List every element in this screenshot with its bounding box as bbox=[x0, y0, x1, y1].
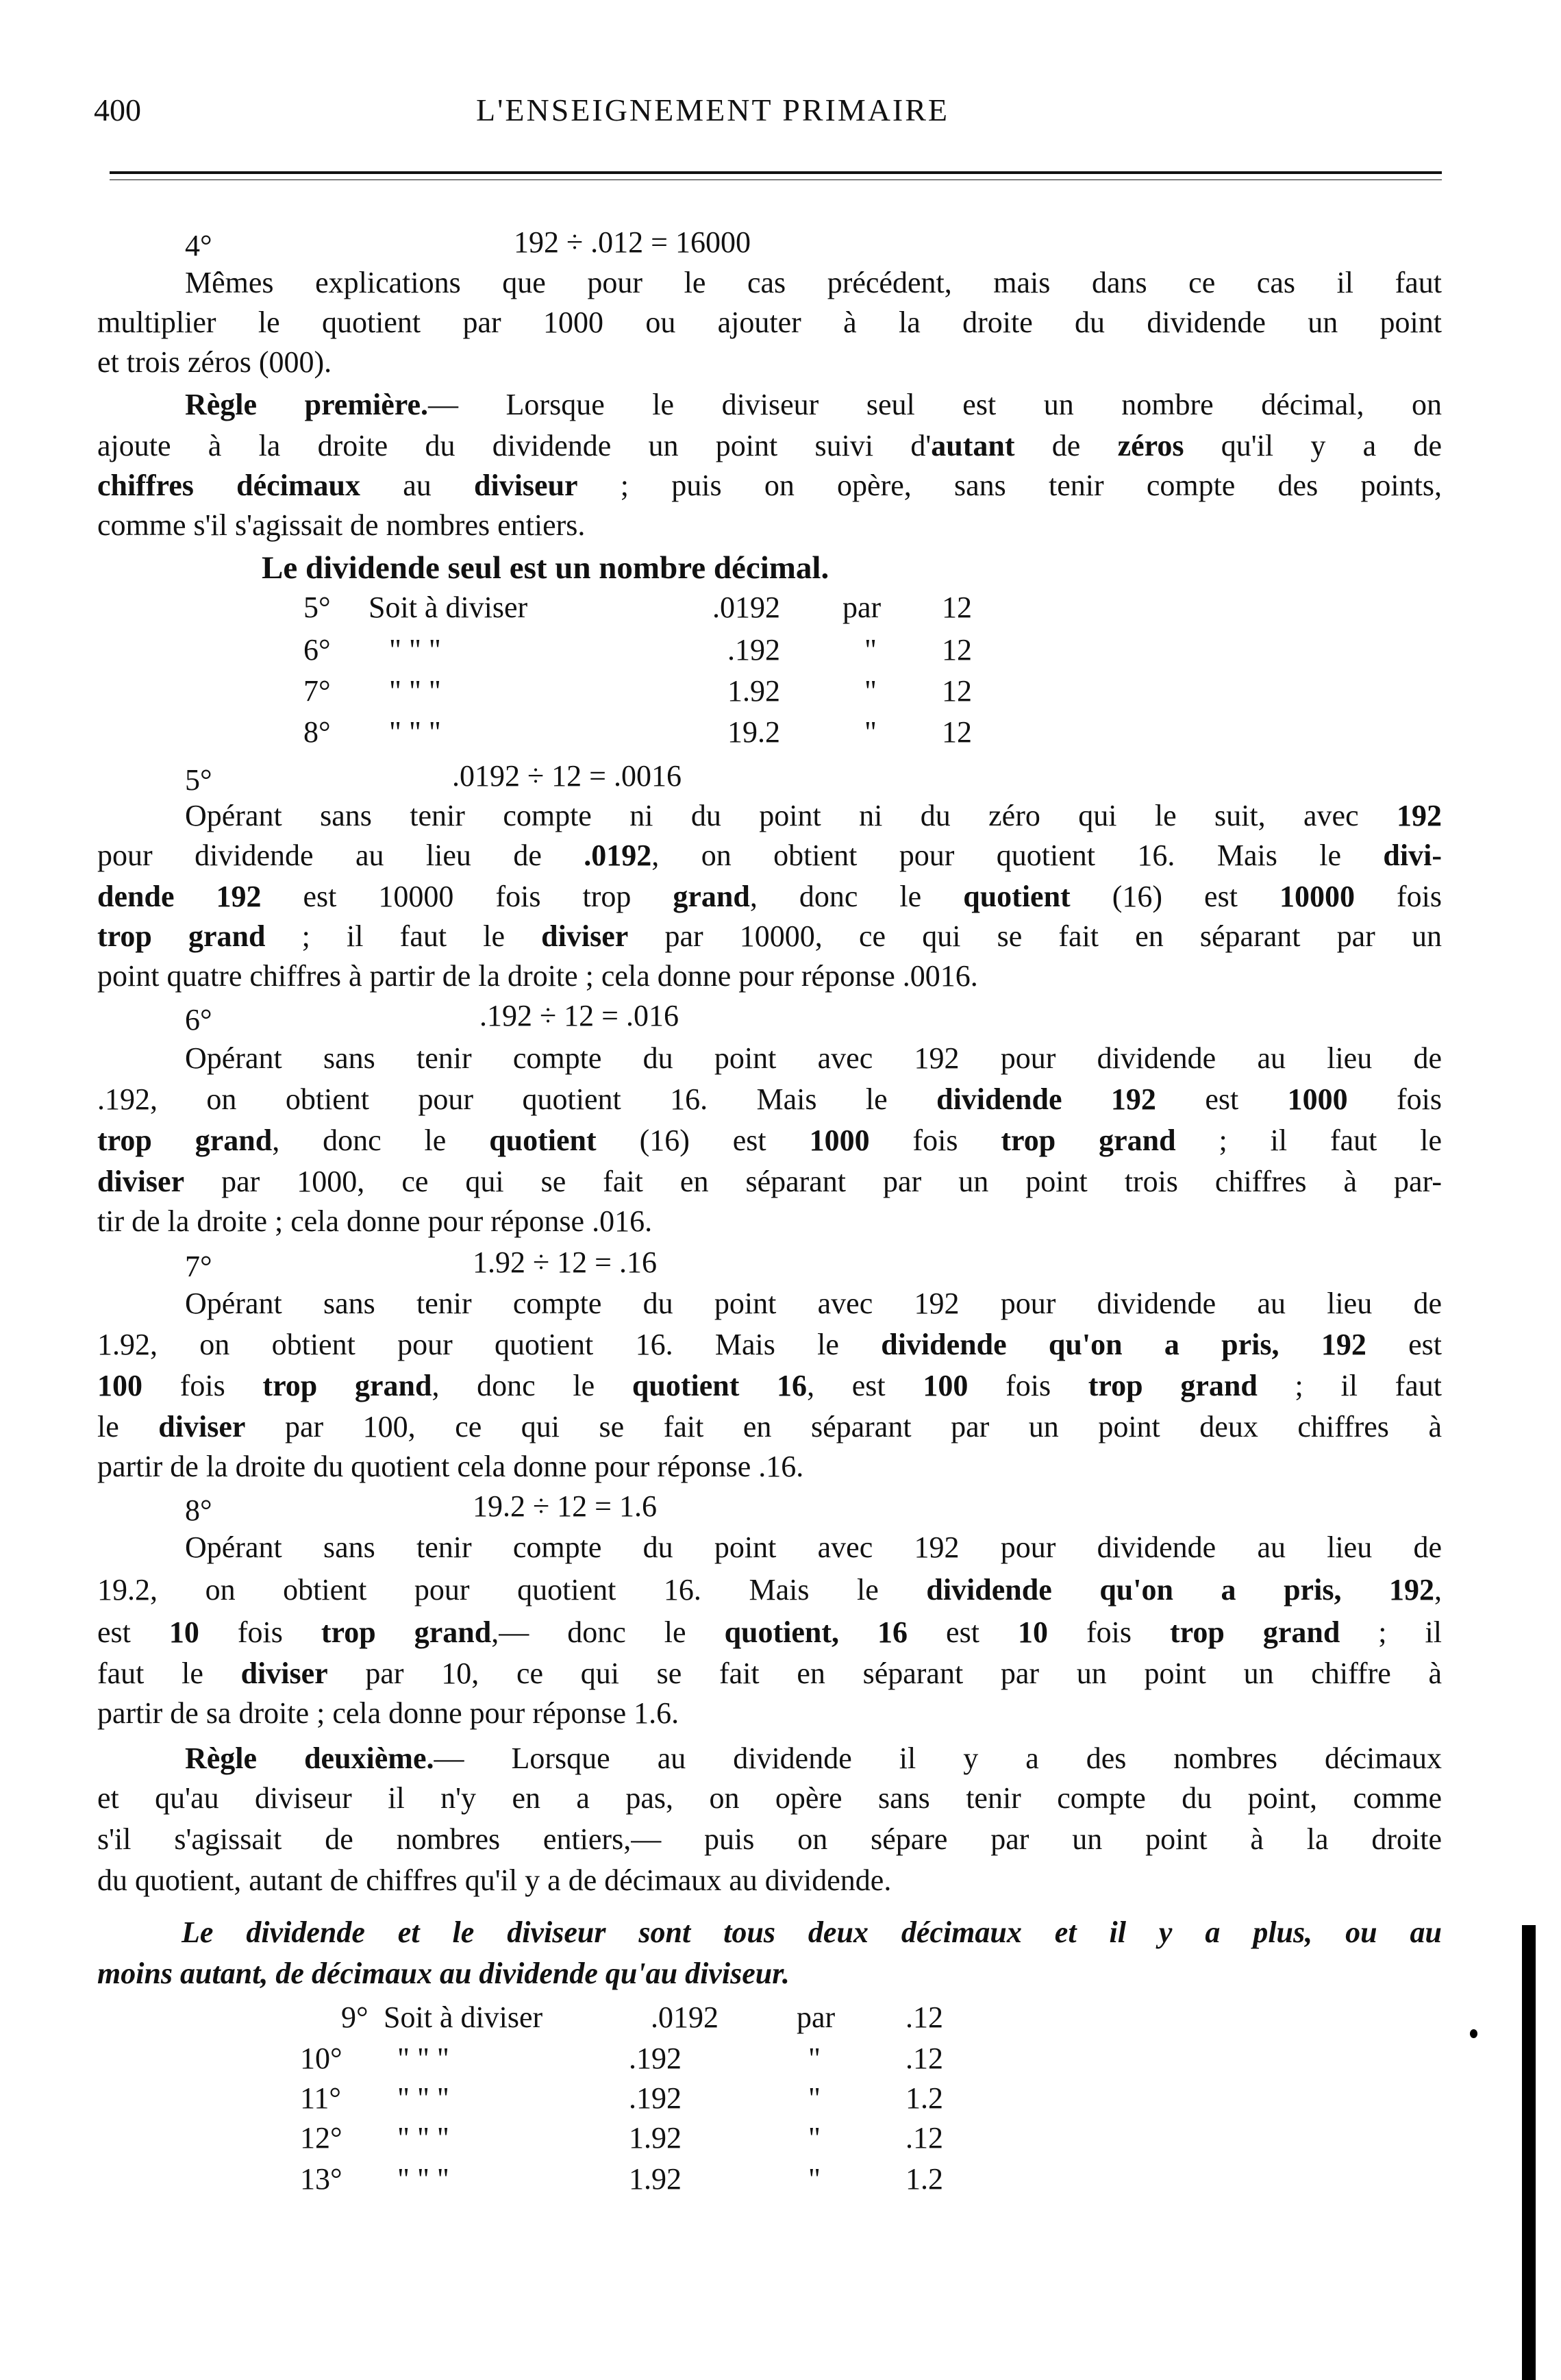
row-par: par bbox=[797, 2000, 836, 2034]
row-divisor: 12 bbox=[942, 591, 972, 624]
rule-line: et qu'au diviseur il n'y en a pas, on opère sans tenir compte du point, comme bbox=[97, 1781, 1442, 1815]
paragraph-line: Mêmes explications que pour le cas précédent, mais dans ce cas il faut bbox=[185, 266, 1442, 299]
paragraph-line: Opérant sans tenir compte du point avec 192 pour dividende au lieu de bbox=[185, 1530, 1442, 1564]
row-dividend: .192 bbox=[629, 2081, 682, 2115]
row-dividend: 1.92 bbox=[727, 674, 780, 708]
paragraph-line: 1.92, on obtient pour quotient 16. Mais le dividende qu'on a pris, 192 est bbox=[97, 1328, 1443, 1361]
paragraph-line: dende 192 est 10000 fois trop grand, donc le quotient (16) est 10000 fois bbox=[97, 880, 1442, 913]
row-number: 8° bbox=[303, 715, 331, 749]
row-divisor: .12 bbox=[906, 2042, 943, 2075]
row-dividend: 1.92 bbox=[629, 2162, 682, 2196]
rule-line: comme s'il s'agissait de nombres entiers. bbox=[97, 508, 586, 542]
paragraph-line: 19.2, on obtient pour quotient 16. Mais le dividende qu'on a pris, 192, bbox=[97, 1573, 1443, 1607]
row-label: " " " bbox=[389, 715, 441, 749]
paragraph-line: diviser par 1000, ce qui se fait en séparant par un point trois chiffres à par- bbox=[97, 1165, 1442, 1198]
rule-line: s'il s'agissait de nombres entiers,— puis on sépare par un point à la droite bbox=[97, 1822, 1442, 1856]
paragraph-line: 100 fois trop grand, donc le quotient 16, est 100 fois trop grand ; il faut bbox=[97, 1369, 1443, 1402]
row-par: par bbox=[842, 591, 882, 624]
row-number: 5° bbox=[303, 591, 331, 624]
row-number: 11° bbox=[300, 2081, 341, 2115]
paragraph-line: partir de la droite du quotient cela donne pour réponse .16. bbox=[97, 1450, 804, 1483]
row-label: Soit à diviser bbox=[369, 591, 528, 624]
row-number: 12° bbox=[300, 2121, 342, 2155]
paragraph-line: Opérant sans tenir compte du point avec 192 pour dividende au lieu de bbox=[185, 1041, 1442, 1075]
row-divisor: 1.2 bbox=[906, 2162, 943, 2196]
example-equation: 192 ÷ .012 = 16000 bbox=[514, 225, 751, 259]
paragraph-line: trop grand ; il faut le diviser par 10000, ce qui se fait en séparant par un bbox=[97, 919, 1442, 953]
row-divisor: 12 bbox=[942, 674, 972, 708]
row-divisor: .12 bbox=[906, 2000, 943, 2034]
row-par: " bbox=[864, 633, 877, 667]
paragraph-line: faut le diviser par 10, ce qui se fait en séparant par un point un chiffre à bbox=[97, 1657, 1442, 1690]
rule-line: chiffres décimaux au diviseur ; puis on opère, sans tenir compte des points, bbox=[97, 469, 1443, 502]
rule-title: Règle deuxième. bbox=[185, 1741, 434, 1775]
row-divisor: 12 bbox=[942, 715, 972, 749]
row-divisor: .12 bbox=[906, 2121, 943, 2155]
row-par: " bbox=[808, 2081, 821, 2115]
row-par: " bbox=[864, 674, 877, 708]
section-heading: Le dividende et le diviseur sont tous deux décimaux et il y a plus, ou au bbox=[182, 1916, 1442, 1949]
row-label: " " " bbox=[389, 674, 441, 708]
row-par: " bbox=[864, 715, 877, 749]
row-number: 6° bbox=[303, 633, 331, 667]
row-divisor: 1.2 bbox=[906, 2081, 943, 2115]
section-heading: moins autant, de décimaux au dividende qu'au diviseur. bbox=[97, 1957, 790, 1990]
example-number: 6° bbox=[185, 1003, 212, 1037]
paragraph-line: point quatre chiffres à partir de la droite ; cela donne pour réponse .0016. bbox=[97, 959, 978, 993]
paragraph-line: le diviser par 100, ce qui se fait en séparant par un point deux chiffres à bbox=[97, 1410, 1442, 1443]
example-equation: 1.92 ÷ 12 = .16 bbox=[473, 1245, 657, 1279]
example-equation: .192 ÷ 12 = .016 bbox=[479, 999, 679, 1032]
rule-line: ajoute à la droite du dividende un point suivi d'autant de zéros qu'il y a de bbox=[97, 429, 1442, 462]
row-par: " bbox=[808, 2121, 821, 2155]
paragraph-line: Opérant sans tenir compte du point avec 192 pour dividende au lieu de bbox=[185, 1287, 1442, 1320]
row-number: 9° bbox=[341, 2000, 369, 2034]
rule-title: Règle première. bbox=[185, 388, 429, 421]
paragraph-line: Opérant sans tenir compte ni du point ni du zéro qui le suit, avec 192 bbox=[185, 799, 1442, 832]
row-label: " " " bbox=[389, 633, 441, 667]
paragraph-line: tir de la droite ; cela donne pour réponse .016. bbox=[97, 1204, 653, 1238]
row-label: " " " bbox=[397, 2042, 449, 2075]
rule-line: Règle deuxième.— Lorsque au dividende il y a des nombres décimaux bbox=[185, 1741, 1442, 1775]
page-number: 400 bbox=[94, 92, 141, 127]
scan-edge-bar bbox=[1522, 1925, 1536, 2380]
paragraph-line: et trois zéros (000). bbox=[97, 345, 332, 379]
row-label: " " " bbox=[397, 2121, 449, 2155]
example-number: 7° bbox=[185, 1250, 212, 1283]
row-label: " " " bbox=[397, 2081, 449, 2115]
row-label: Soit à diviser bbox=[384, 2000, 543, 2034]
row-number: 13° bbox=[300, 2162, 342, 2196]
paragraph-line: est 10 fois trop grand,— donc le quotient, 16 est 10 fois trop grand ; il bbox=[97, 1615, 1442, 1649]
row-label: " " " bbox=[397, 2162, 449, 2196]
row-par: " bbox=[808, 2042, 821, 2075]
row-par: " bbox=[808, 2162, 821, 2196]
row-dividend: 1.92 bbox=[629, 2121, 682, 2155]
row-dividend: .0192 bbox=[651, 2000, 719, 2034]
row-dividend: 19.2 bbox=[727, 715, 780, 749]
paragraph-line: multiplier le quotient par 1000 ou ajouter à la droite du dividende un point bbox=[97, 306, 1442, 339]
row-dividend: .0192 bbox=[712, 591, 780, 624]
row-divisor: 12 bbox=[942, 633, 972, 667]
row-number: 10° bbox=[300, 2042, 342, 2075]
row-dividend: .192 bbox=[727, 633, 780, 667]
example-number: 4° bbox=[185, 229, 212, 262]
row-number: 7° bbox=[303, 674, 331, 708]
running-title: L'ENSEIGNEMENT PRIMAIRE bbox=[476, 92, 950, 127]
rule-line: du quotient, autant de chiffres qu'il y a de décimaux au dividende. bbox=[97, 1863, 892, 1897]
paragraph-line: pour dividende au lieu de .0192, on obtient pour quotient 16. Mais le divi- bbox=[97, 839, 1442, 872]
rule-line: Règle première.— Lorsque le diviseur seul est un nombre décimal, on bbox=[185, 388, 1442, 421]
paragraph-line: .192, on obtient pour quotient 16. Mais le dividende 192 est 1000 fois bbox=[97, 1082, 1443, 1116]
example-number: 5° bbox=[185, 763, 212, 797]
paragraph-line: trop grand, donc le quotient (16) est 1000 fois trop grand ; il faut le bbox=[97, 1124, 1443, 1157]
example-number: 8° bbox=[185, 1493, 212, 1527]
header-rule bbox=[110, 171, 1442, 174]
example-equation: .0192 ÷ 12 = .0016 bbox=[452, 759, 682, 793]
example-equation: 19.2 ÷ 12 = 1.6 bbox=[473, 1489, 657, 1523]
header-rule-thin bbox=[110, 179, 1442, 180]
scan-speck bbox=[1470, 2029, 1477, 2038]
section-heading: Le dividende seul est un nombre décimal. bbox=[262, 550, 829, 586]
paragraph-line: partir de sa droite ; cela donne pour réponse 1.6. bbox=[97, 1696, 679, 1730]
row-dividend: .192 bbox=[629, 2042, 682, 2075]
